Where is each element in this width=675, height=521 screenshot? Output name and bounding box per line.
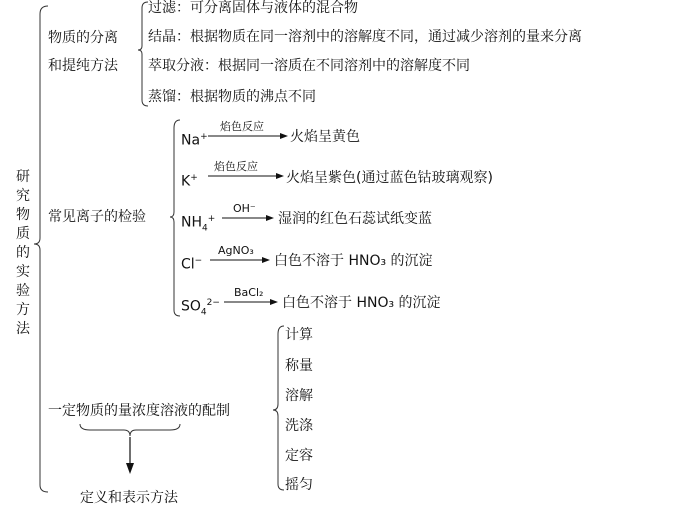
result-cl: 白色不溶于 HNO₃ 的沉淀 [274, 253, 433, 269]
ion-so4: $SO_4^{2-}$ [181, 298, 220, 318]
separation-title-line2: 和提纯方法 [48, 58, 118, 74]
result-k: 火焰呈紫色(通过蓝色钴玻璃观察) [286, 170, 493, 186]
ion-na: Na+ [181, 132, 208, 149]
steps-brace [273, 326, 284, 490]
definition-label: 定义和表示方法 [80, 490, 178, 506]
reagent-cl: AgNO₃ [218, 244, 254, 257]
reagent-nh4: OH⁻ [233, 202, 256, 215]
step-fix-volume: 定容 [285, 448, 313, 464]
ion-k: K+ [181, 173, 198, 190]
reagent-na: 焰色反应 [220, 120, 264, 133]
separation-item-crystallize: 结晶：根据物质在同一溶剂中的溶解度不同，通过减少溶剂的量来分离 [148, 29, 582, 45]
ion-cl: Cl− [181, 256, 203, 273]
step-weigh: 称量 [285, 358, 313, 374]
solution-underbrace [80, 424, 180, 436]
step-calculate: 计算 [285, 327, 313, 343]
result-nh4: 湿润的红色石蕊试纸变蓝 [278, 211, 432, 227]
result-na: 火焰呈黄色 [290, 129, 360, 145]
down-arrow-head [126, 463, 134, 474]
step-shake: 摇匀 [285, 477, 313, 493]
root-title: 研究物质的实验方法 [16, 169, 30, 337]
reagent-so4: BaCl₂ [234, 286, 264, 299]
separation-title-line1: 物质的分离 [48, 30, 118, 46]
step-wash: 洗涤 [285, 418, 313, 434]
step-dissolve: 溶解 [285, 388, 313, 404]
ions-title: 常见离子的检验 [48, 209, 146, 225]
main-brace [34, 6, 48, 492]
solution-title: 一定物质的量浓度溶液的配制 [48, 403, 230, 419]
ion-nh4: $NH_4^+$ [181, 214, 216, 234]
separation-item-distill: 蒸馏：根据物质的沸点不同 [148, 89, 316, 105]
separation-item-filter: 过滤：可分离固体与液体的混合物 [148, 0, 358, 16]
separation-item-extract: 萃取分液：根据同一溶质在不同溶剂中的溶解度不同 [148, 58, 470, 74]
separation-brace [138, 2, 148, 106]
reagent-k: 焰色反应 [214, 160, 258, 173]
ions-brace [170, 120, 180, 316]
result-so4: 白色不溶于 HNO₃ 的沉淀 [282, 295, 441, 311]
